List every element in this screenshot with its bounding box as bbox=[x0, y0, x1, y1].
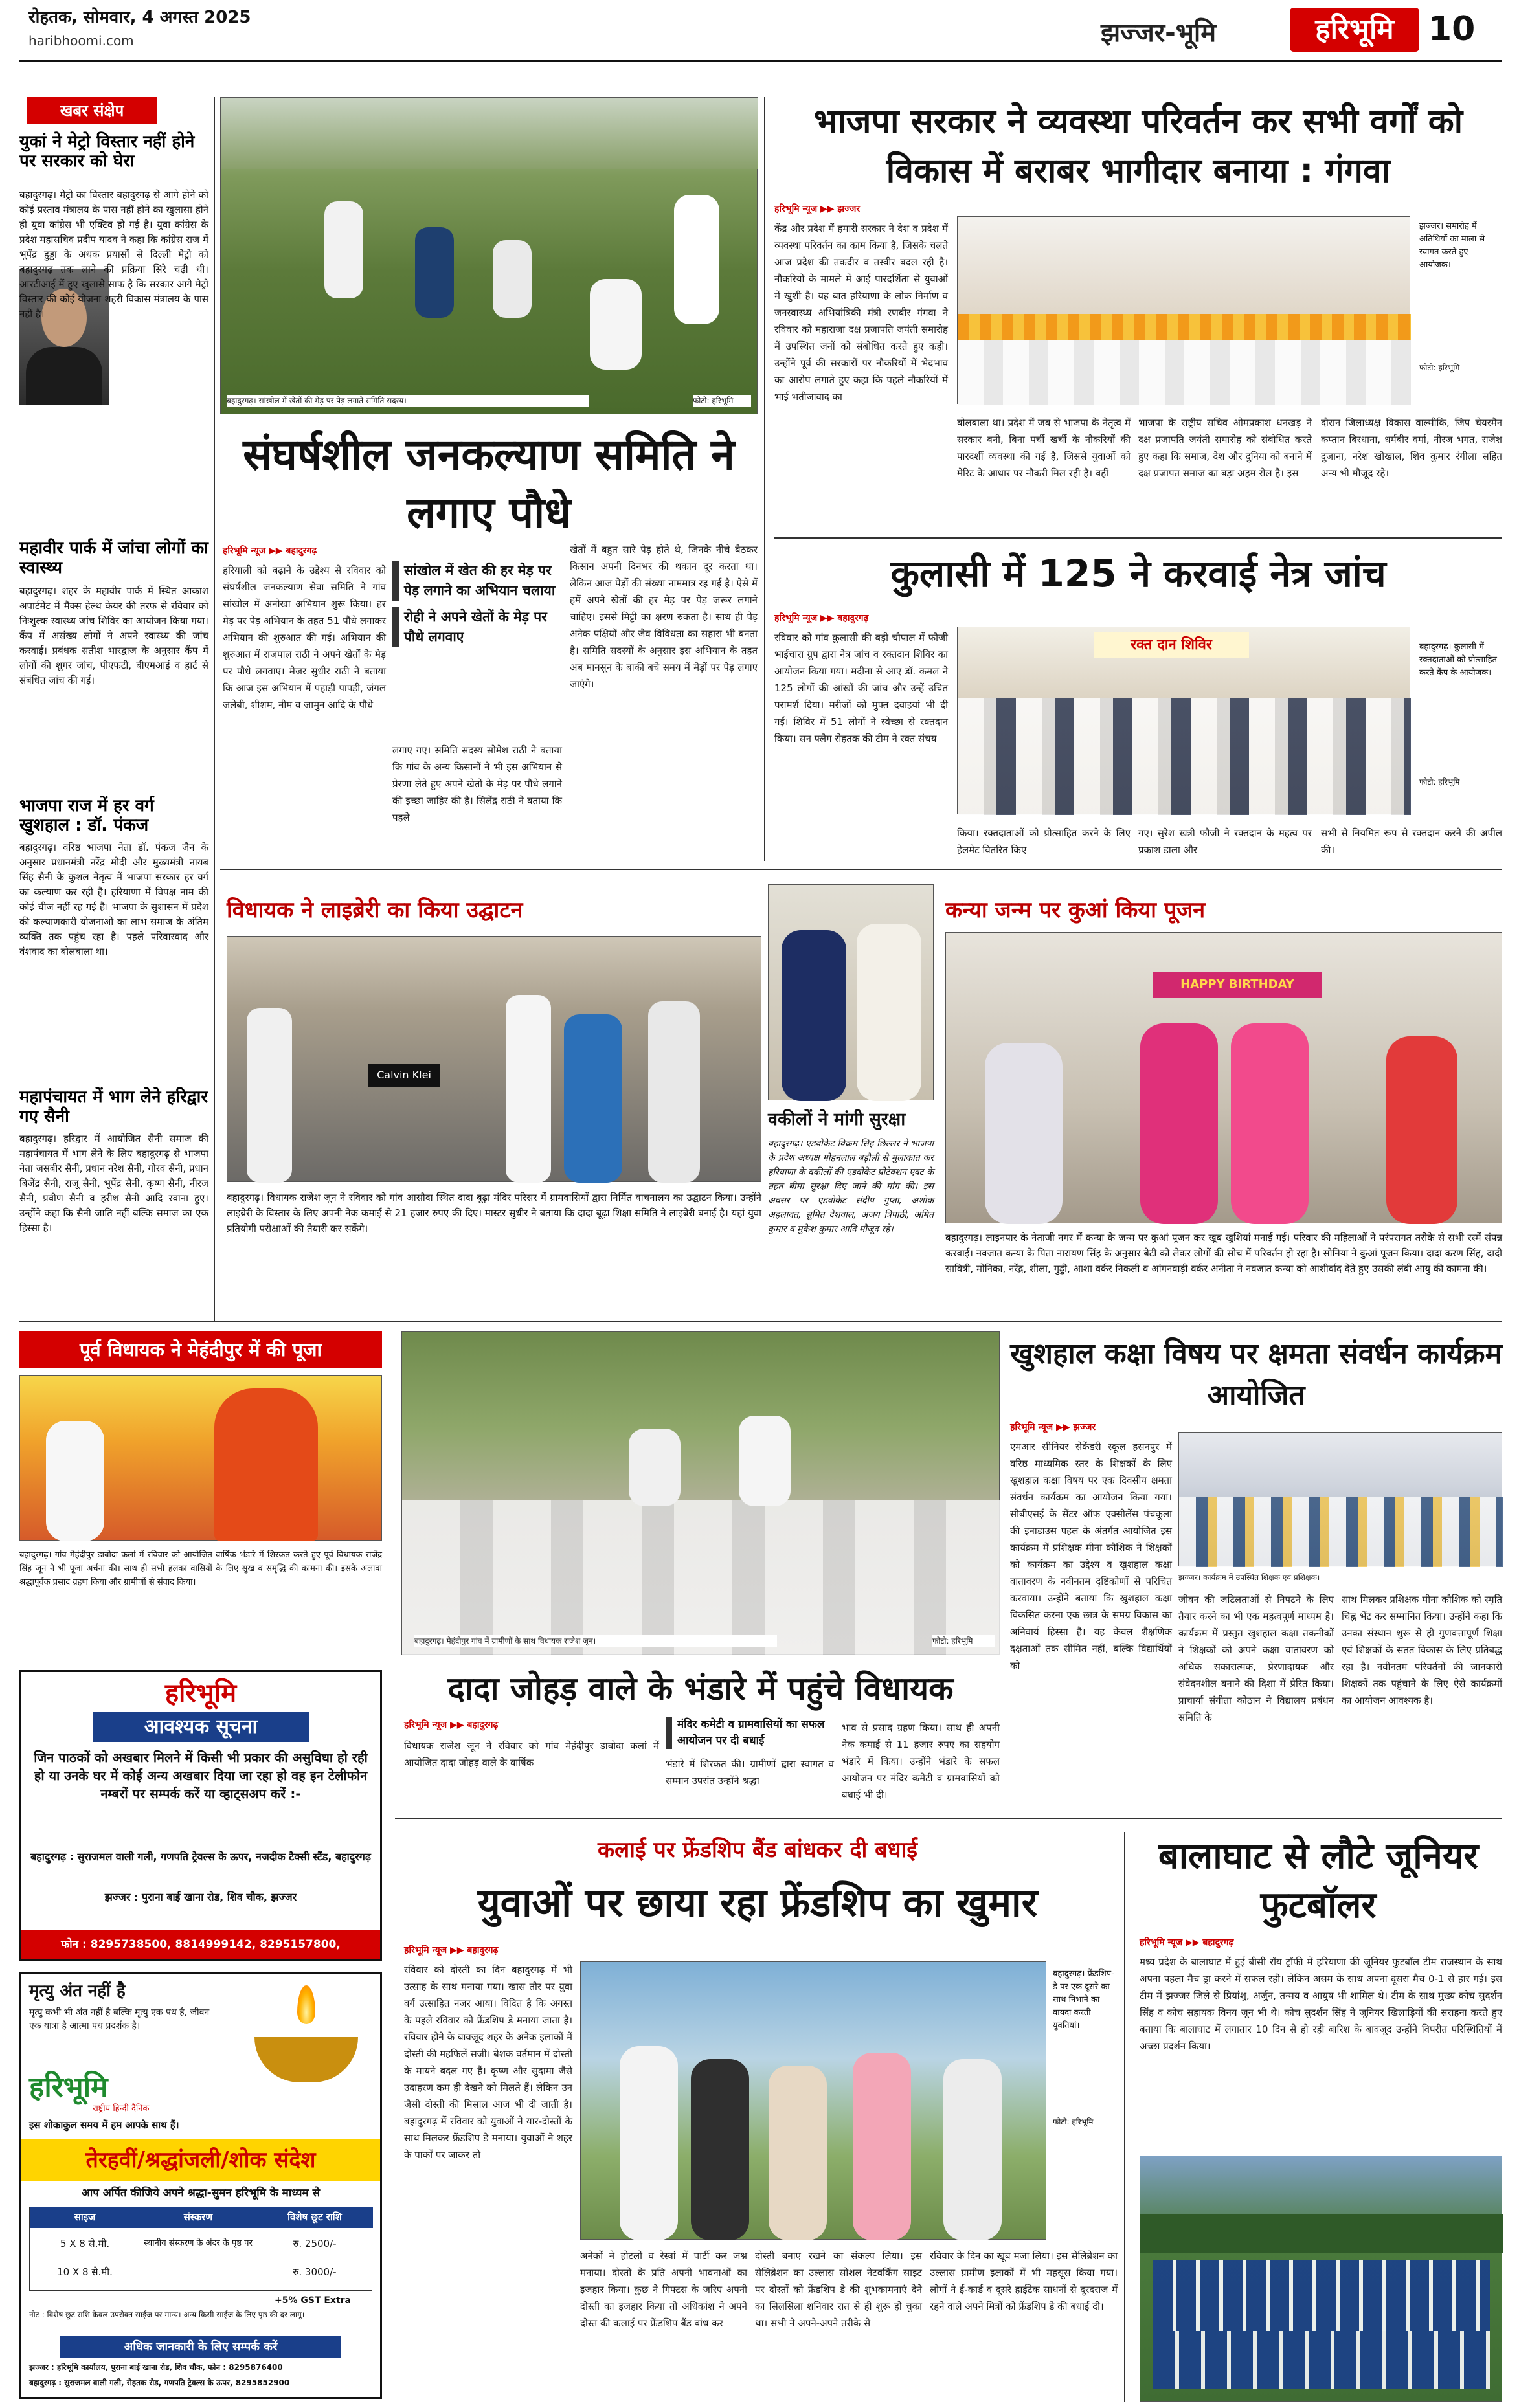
bjp-photo-credit: फोटो: हरिभूमि bbox=[1419, 363, 1460, 372]
puja-caption: बहादुरगढ़। गांव मेहंदीपुर डाबोदा कलां में रविवार को आयोजित वार्षिक भंडारे में शिरकत करते हुए पूर्व विधायक राजेंद्र सिंह जून ने भी पूजा अर्चना की। साथ ही सभी हलका वासियों के लिए सुख व समृद्धि की कामना की। इसके अलावा श्रद्धापूर्वक प्रसाद ग्रहण किया और ग्रामीणों से संवाद किया। bbox=[19, 1550, 382, 1587]
skill-col-3: साथ मिलकर प्रशिक्षक मीना कौशिक को स्मृति चिह्न भेंट कर सम्मानित किया। उन्होंने कहा कि उनका संस्थान शुरू से ही गुणवत्तापूर्ण शिक्षा एवं शिक्षकों के सतत विकास के लिए प्रतिबद्ध रहा है। नवीनतम परिवर्तनों की जानकारी शिक्षकों तक पहुंचाने के लिए ऐसे कार्यक्रमों का आयोजन आवश्यक है। bbox=[1342, 1594, 1502, 1706]
friend-byline: हरिभूमि न्यूज ▶▶ बहादुरगढ़ bbox=[404, 1945, 499, 1956]
bhandara-col-3: भाव से प्रसाद ग्रहण किया। साथ ही अपनी नेक कमाई से 11 हजार रुपए का सहयोग भंडारे में किया। उन्होंने भंडारे के सफल आयोजन पर मंदिर कमेटी व ग्रामवासियों को बधाई भी दी। bbox=[842, 1722, 1000, 1801]
bjp-photo bbox=[957, 216, 1410, 404]
rate-header-edition: संस्करण bbox=[183, 2211, 213, 2223]
website[interactable]: haribhoomi.com bbox=[28, 33, 134, 49]
brief-title-2: महावीर पार्क में जांचा लोगों का स्वास्थ्य bbox=[19, 539, 208, 577]
football-headline: बालाघाट से लौटे जूनियर फुटबॉलर bbox=[1158, 1835, 1479, 1926]
eye-photo bbox=[957, 627, 1410, 814]
bjp-photo-caption: झज्जर। समारोह में अतिथियों का माला से स्वागत करते हुए आयोजक। bbox=[1419, 221, 1485, 270]
puja-headline: पूर्व विधायक ने मेहंदीपुर में की पूजा bbox=[19, 1331, 382, 1368]
bhandara-col-2: भंडारे में शिरकत की। ग्रामीणों द्वारा स्वागत व सम्मान उपरांत उन्होंने श्रद्धा bbox=[666, 1758, 834, 1787]
ad-obit-title: तेरहवीं/श्रद्धांजली/शोक संदेश bbox=[21, 2139, 380, 2181]
brief-text-3: बहादुरगढ़। वरिष्ठ भाजपा नेता डॉ. पंकज जैन के अनुसार प्रधानमंत्री नरेंद्र मोदी और मुख्यमंत्री नायब सिंह सैनी के कुशल नेतृत्व में भाजपा सरकार हर वर्ग का कल्याण कर रही है। हरियाणा में विपक्ष नाम की कोई चीज नहीं रह गई है। भाजपा के सुशासन में प्रदेश की कल्याणकारी योजनाओं का लाभ समाज के अंतिम व्यक्ति तक पहुंच रहा है। पहले परिवारवाद और वंशवाद का बोलबाला था। bbox=[19, 842, 208, 957]
library-caption: बहादुरगढ़। विधायक राजेश जून ने रविवार को गांव आसौदा स्थित दादा बूढ़ा मंदिर परिसर में ग्रामवासियों द्वारा निर्मित वाचनालय का उद्घाटन किया। उन्होंने लाइब्रेरी के विस्तार के लिए अपनी नेक कमाई से 21 हजार रुपए की दिए। मास्टर सुधीर ने बताया कि दादा बूढ़ा शिक्षा समिति ने लाइब्रेरी बनाई है। यहां युवा प्रतियोगी परीक्षाओं की तैयारी कर सकेंगे। bbox=[227, 1192, 761, 1234]
ad-obit-contact-1: झज्जर : हरिभूमि कार्यालय, पुराना बाई खाना रोड, शिव चौक, फोन : 8295876400 bbox=[29, 2363, 283, 2372]
eye-headline: कुलासी में 125 ने करवाई नेत्र जांच bbox=[890, 552, 1386, 596]
well-headline: कन्या जन्म पर कुआं किया पूजन bbox=[945, 897, 1206, 923]
plants-byline: हरिभूमि न्यूज ▶▶ बहादुरगढ़ bbox=[223, 546, 317, 556]
rate-row-1-edition: स्थानीय संस्करण के अंदर के पृष्ठ पर bbox=[144, 2238, 253, 2248]
bjp-byline: हरिभूमि न्यूज ▶▶ झज्जर bbox=[774, 204, 861, 214]
skill-headline: खुशहाल कक्षा विषय पर क्षमता संवर्धन कार्यक्रम आयोजित bbox=[1010, 1337, 1502, 1412]
dateline: रोहतक, सोमवार, 4 अगस्त 2025 bbox=[28, 8, 251, 27]
news-brief-label: खबर संक्षेप bbox=[27, 97, 157, 124]
friend-headline: युवाओं पर छाया रहा फ्रेंडशिप का खुमार bbox=[477, 1880, 1038, 1926]
ad-notice-phones: फोन : 8295738500, 8814999142, 8295157800, 9253681005 bbox=[21, 1930, 380, 1959]
lawyers-photo bbox=[768, 884, 934, 1100]
eye-col-2: किया। रक्तदाताओं को प्रोत्साहित करने के लिए हेलमेट वितरित किए bbox=[957, 827, 1131, 856]
rate-header-size: साइज bbox=[74, 2211, 96, 2223]
rate-header-price: विशेष छूट राशि bbox=[287, 2211, 342, 2223]
ad-notice-title: आवश्यक सूचना bbox=[93, 1712, 309, 1742]
well-banner: HAPPY BIRTHDAY bbox=[1153, 972, 1322, 998]
ad-notice-addr-1: बहादुरगढ़ : सुराजमल वाली गली, गणपति ट्रेवल्स के ऊपर, नजदीक टैक्सी स्टैंड, बहादुरगढ़ bbox=[30, 1851, 371, 1863]
ad-notice-addr-2: झज्जर : पुराना बाई खाना रोड, शिव चौक, झज्जर bbox=[104, 1891, 297, 1903]
plants-headline: संघर्षशील जनकल्याण समिति ने लगाए पौधे bbox=[243, 430, 735, 538]
ad-obit-brand: हरिभूमि bbox=[29, 2071, 108, 2104]
ad-obit-contact-2: बहादुरगढ़ : सुराजमल वाली गली, रोहतक रोड, गणपति ट्रेवल्स के ऊपर, 8295852900 bbox=[29, 2378, 290, 2387]
masthead bbox=[0, 0, 1519, 62]
rate-row-2-size: 10 X 8 से.मी. bbox=[57, 2266, 113, 2278]
rate-row-1-size: 5 X 8 से.मी. bbox=[60, 2238, 110, 2249]
bhandara-photo-credit: फोटो: हरिभूमि bbox=[932, 1635, 995, 1647]
plants-col-3: खेतों में बहुत सारे पेड़ होते थे, जिनके नीचे बैठकर किसान अपनी दिनभर की थकान दूर करता था। लेकिन आज पेड़ों की संख्या नाममात्र रह गई है। ऐसे में हमें अपने खेतों की हर मेड़ पर पेड़ जरूर लगाने चाहिए। इससे मिट्टी का क्षरण रुकता है। साथ ही पेड़ अनेक पक्षियों और जैव विविधता का सहारा भी बनता है। समिति सदस्यों के अनुसार इस अभियान के तहत अब मानसून के बाकी बचे समय में मेड़ों पर पेड़ लगाए जाएंगे। bbox=[570, 544, 758, 690]
friend-photo-caption: बहादुरगढ़। फ्रेंडशिप-डे पर एक दूसरे का साथ निभाने का वायदा करती युवतियां। bbox=[1053, 1969, 1114, 2031]
plants-photo-caption: बहादुरगढ़। सांखोल में खेतों की मेड़ पर पेड़ लगाते समिति सदस्य। bbox=[227, 395, 589, 407]
brand-logo: हरिभूमि bbox=[1290, 8, 1419, 52]
friend-kicker: कलाई पर फ्रेंडशिप बैंड बांधकर दी बधाई bbox=[598, 1837, 917, 1863]
friend-photo bbox=[580, 1961, 1046, 2240]
well-photo bbox=[945, 932, 1502, 1223]
ad-notice-brand: हरिभूमि bbox=[164, 1678, 237, 1708]
plants-photo bbox=[220, 97, 758, 414]
library-headline: विधायक ने लाइब्रेरी का किया उद्घाटन bbox=[227, 897, 523, 923]
ad-obit-note: नोट : विशेष छूट राशि केवल उपरोक्त साईज पर मान्य। अन्य किसी साईज के लिए पृष्ठ की दर लागू। bbox=[29, 2310, 305, 2319]
eye-banner: रक्त दान शिविर bbox=[1094, 632, 1249, 658]
eye-photo-caption: बहादुरगढ़। कुलासी में रक्तदाताओं को प्रोत्साहित करते कैंप के आयोजक। bbox=[1419, 642, 1497, 678]
eye-col-3: गए। सुरेश खत्री फौजी ने रक्तदान के महत्व पर प्रकाश डाला और bbox=[1138, 827, 1312, 856]
skill-col-1: एमआर सीनियर सेकेंडरी स्कूल हसनपुर में वरिष्ठ माध्यमिक स्तर के शिक्षकों के लिए खुशहाल कक्षा विषय पर एक दिवसीय क्षमता संवर्धन कार्यक्रम का आयोजन किया गया। सीबीएसई के सेंटर ऑफ एक्सीलेंस पंचकूला की इनाडाउस पहल के अंतर्गत आयोजित इस कार्यक्रम में प्रशिक्षक मीना कौशिक ने शिक्षकों को कार्यक्रम का उद्देश्य व खुशहाल कक्षा वातावरण के नवीनतम दृष्टिकोणों से परिचित करवाया। उन्होंने बताया कि खुशहाल कक्षा विकसित करना एक छात्र के समग्र विकास का अनिवार्य हिस्सा है। यह केवल शैक्षणिक दक्षताओं तक सीमित नहीं, बल्कि विद्यार्थियों को bbox=[1010, 1441, 1172, 1671]
lawyers-headline: वकीलों ने मांगी सुरक्षा bbox=[768, 1109, 906, 1130]
skill-byline: हरिभूमि न्यूज ▶▶ झज्जर bbox=[1010, 1422, 1096, 1433]
ad-obit-tag-1: मृत्यु अंत नहीं है bbox=[29, 1981, 126, 2001]
friend-col-3: दोस्ती बनाए रखने का संकल्प लिया। इस सेलिब्रेशन का उल्लास सोशल नेटवर्किंग साइट पर दोस्तों को फ्रेंडशिप डे की शुभकामनाएं देने का सिलसिला शनिवार रात से ही शुरू हो चुका था। सभी ने अपने-अपने तरीके से bbox=[755, 2250, 922, 2329]
skill-col-2: जीवन की जटिलताओं से निपटने के लिए तैयार करने का भी एक महत्वपूर्ण माध्यम है। कार्यक्रम में प्रस्तुत खुशहाल कक्षा तकनीकों ने शिक्षकों को अपने कक्षा वातावरण को अधिक सकारात्मक, प्रेरणादायक और संवेदनशील बनाने की दिशा में प्रेरित किया। प्राचार्या संगीता कोठान ने विद्यालय प्रबंधन समिति के bbox=[1178, 1594, 1334, 1723]
friend-col-2: अनेकों ने होटलों व रेस्त्रां में पार्टी कर जश्न मनाया। दोस्तों के प्रति अपनी भावनाओं का इजहार किया। कुछ ने गिफ्टस के जरिए अपनी दोस्ती का इजहार किया तो अधिकांश ने अपने दोस्त की कलाई पर फ्रेंडशिप बैंड बांध कर bbox=[580, 2250, 747, 2329]
brief-title-3: भाजपा राज में हर वर्ग खुशहाल : डॉ. पंकज bbox=[19, 796, 154, 835]
page-number: 10 bbox=[1428, 10, 1476, 49]
brief-text-2: बहादुरगढ़। शहर के महावीर पार्क में स्थित आकाश अपार्टमेंट में मैक्स हेल्थ केयर की तरफ से रविवार को निःशुल्क स्वास्थ्य जांच शिविर का आयोजन किया गया। कैंप में असंख्य लोगों ने अपने स्वास्थ्य की जांच करवाई। प्रबंधक सतीश भारद्वाज के अनुसार कैंप में लोगों की शुगर जांच, पीएफटी, बीएमआई व हार्ट से संबंधित जांच की गई। bbox=[19, 585, 208, 686]
eye-byline: हरिभूमि न्यूज ▶▶ बहादुरगढ़ bbox=[774, 613, 869, 623]
ad-obit-subtitle: आप अर्पित कीजिये अपने श्रद्धा-सुमन हरिभूमि के माध्यम से bbox=[81, 2187, 321, 2200]
eye-col-4: सभी से नियमित रूप से रक्तदान करने की अपील की। bbox=[1321, 827, 1502, 856]
brief-text-4: बहादुरगढ़। हरिद्वार में आयोजित सैनी समाज की महापंचायत में भाग लेने के लिए बहादुरगढ़ से भाजपा नेता जसबीर सैनी, प्रधान नरेश सैनी, गोरव सैनी, प्रधान बिजेंद्र सैनी, राजू सैनी, भूपेंद्र सैनी, कृष्ण सैनी, नीरज सैनी, प्रवीण सैनी व हरीश सैनी आदि रवाना हुए। उन्होंने कहा कि सैनी जाति नहीं बल्कि समाज का एक हिस्सा है। bbox=[19, 1133, 208, 1234]
plants-highlight-1: सांखोल में खेत की हर मेड़ पर पेड़ लगाने का अभियान चलाया bbox=[392, 561, 562, 601]
friend-photo-credit: फोटो: हरिभूमि bbox=[1053, 2117, 1094, 2126]
football-photo bbox=[1140, 2156, 1502, 2402]
eye-photo-credit: फोटो: हरिभूमि bbox=[1419, 777, 1460, 786]
bhandara-photo bbox=[401, 1331, 1000, 1655]
plants-highlight-2: रोही ने अपने खेतों के मेड़ पर पौधे लगवाए bbox=[392, 607, 562, 647]
rate-row-2-price: रु. 3000/- bbox=[293, 2266, 337, 2278]
ad-obit-gst: +5% GST Extra bbox=[274, 2295, 351, 2306]
bjp-col-3: भाजपा के राष्ट्रीय सचिव ओमप्रकाश धनखड़ ने दक्ष प्रजापति जयंती समारोह को संबोधित करते हुए कहा कि समाज, देश और दुनिया को बनाने में दक्ष प्रजापत समाज का बड़ा अहम रोल है। इस bbox=[1138, 417, 1312, 479]
skill-photo-caption: झज्जर। कार्यक्रम में उपस्थित शिक्षक एवं प्रशिक्षक। bbox=[1178, 1572, 1502, 1583]
ad-obit-brand-sub: राष्ट्रीय हिन्दी दैनिक bbox=[93, 2104, 150, 2113]
bhandara-byline: हरिभूमि न्यूज ▶▶ बहादुरगढ़ bbox=[404, 1720, 499, 1730]
brief-title-4: महापंचायत में भाग लेने हरिद्वार गए सैनी bbox=[19, 1087, 208, 1126]
bjp-col-1: केंद्र और प्रदेश में हमारी सरकार ने देश व प्रदेश में व्यवस्था परिवर्तन का काम किया है, जिसके चलते आज प्रदेश की तकदीर व तस्वीर बदल रही है। नौकरियों के मामले में आई पारदर्शिता से युवाओं में खुशी है। यह बात हरियाणा के लोक निर्माण व जनस्वास्थ्य अभियांत्रिकी मंत्री रणबीर गंगवा ने रविवार को महाराजा दक्ष प्रजापति जयंती समारोह में उपस्थित जनों को संबोधित करते हुए कही। उन्होंने पूर्व की सरकारों पर नौकरियों में भेदभाव का आरोप लगाते हुए कहा कि पहले नौकरियों में भाई भतीजावाद का bbox=[774, 223, 948, 403]
plants-col-2: लगाए गए। समिति सदस्य सोमेश राठी ने बताया कि गांव के अन्य किसानों ने भी इस अभियान से प्रेरणा लेते हुए अपने खेतों के मेड़ पर पौधे लगाने की इच्छा जाहिर की है। सिलेंद्र राठी ने बताया कि पहले bbox=[392, 744, 562, 823]
bjp-headline: भाजपा सरकार ने व्यवस्था परिवर्तन कर सभी वर्गों को विकास में बराबर भागीदार बनाया : गंगवा bbox=[813, 102, 1463, 190]
bjp-col-2: बोलबाला था। प्रदेश में जब से भाजपा के नेतृत्व में सरकार बनी, बिना पर्ची खर्ची के नौकरियों की पारदर्शी व्यवस्था की गई है, जिससे युवाओं को मेरिट के आधार पर नौकरी मिल रही है। वहीं bbox=[957, 417, 1131, 479]
rate-row-1-price: रु. 2500/- bbox=[293, 2238, 337, 2249]
library-photo bbox=[227, 936, 761, 1182]
ad-notice bbox=[19, 1670, 382, 1981]
puja-photo bbox=[19, 1375, 382, 1541]
plants-col-1: हरियाली को बढ़ाने के उद्देश्य से रविवार को संघर्षशील जनकल्याण सेवा समिति ने गांव सांखोल में अनोखा अभियान शुरू किया। हर मेड़ पर पेड़ अभियान के तहत 51 पौधे लगाकर अभियान की शुरुआत की गई। अभियान की शुरुआत में राजपाल राठी ने अपने खेतों के मेड़ पर पौधे लगवाए। मेजर सुधीर राठी ने बताया कि आज इस अभियान में पहाड़ी पापड़ी, जंगल जलेबी, शीशम, नीम व जामुन आदि के पौधे bbox=[223, 564, 386, 711]
friend-col-1: रविवार को दोस्ती का दिन बहादुरगढ़ में भी उत्साह के साथ मनाया गया। खास तौर पर युवा वर्ग उत्साहित नजर आया। विदित है कि अगस्त के पहले रविवार को फ्रेंडशिप डे मनाया जाता है। रविवार होने के बावजूद शहर के अनेक इलाकों में दोस्ती की महफिलें सजी। बेशक वर्तमान में दोस्ती के मायने बदल गए हैं। कृष्ण और सुदामा जैसे उदाहरण कम ही देखने को मिलते हैं। लेकिन उन जैसी दोस्ती की मिसाल आज भी दी जाती है। बहादुरगढ़ में रविवार को युवाओं ने यार-दोस्तों के साथ मिलकर फ्रेंडशिप डे मनाया। युवाओं ने शहर के पार्कों पर जाकर तो bbox=[404, 1964, 572, 2161]
bhandara-headline: दादा जोहड़ वाले के भंडारे में पहुंचे विधायक bbox=[447, 1670, 954, 1708]
bhandara-col-1: विधायक राजेश जून ने रविवार को गांव मेहंदीपुर डाबोदा कलां में आयोजित दादा जोहड़ वाले के वार्षिक bbox=[404, 1740, 659, 1768]
brief-title-1: युकां ने मेट्रो विस्तार नहीं होने पर सरकार को घेरा bbox=[19, 132, 195, 171]
ad-obit-rate-table bbox=[29, 2207, 372, 2291]
brief-text-1: बहादुरगढ़। मेट्रो का विस्तार बहादुरगढ़ से आगे होने को कोई प्रस्ताव मंत्रालय के पास नहीं होने का खुलासा होने ही युवा कांग्रेस भी एक्टिव हो गई है। युवा कांग्रेस के प्रदेश महासचिव प्रदीप यादव ने कहा कि कांग्रेस राज में भूपेंद्र हुड्डा के अथक प्रयासों से दिल्ली मेट्रो को बहादुरगढ़ तक लाने की प्रक्रिया सिरे चढ़ी थी। आरटीआई में हुए खुलासे साफ है कि सरकार आगे मेट्रो विस्तार की कोई योजना शहरी विकास मंत्रालय के पास नहीं है। bbox=[19, 189, 208, 320]
ad-obit-line: इस शोकाकुल समय में हम आपके साथ हैं। bbox=[29, 2119, 179, 2131]
section-name: झज्जर-भूमि bbox=[1101, 18, 1217, 48]
friend-col-4: रविवार के दिन का खूब मजा लिया। इस सेलिब्रेशन का उल्लास ग्रामीण इलाकों में भी महसूस किया गया। लोगों ने ई-कार्ड व दूसरे हाईटेक साधनों से दूरदराज में रहने वाले अपने मित्रों को फ्रेंडशिप डे की बधाई दी। bbox=[930, 2250, 1118, 2312]
plants-highlights bbox=[392, 561, 562, 647]
skill-photo bbox=[1178, 1432, 1502, 1566]
bjp-col-4: दौरान जिलाध्यक्ष विकास वाल्मीकि, जिप चेयरमैन कप्तान बिरधाना, धर्मबीर वर्मा, नीरज भगत, राजेश दुजाना, नरेश खोखाल, शिव कुमार रंगीला सहित अन्य भी मौजूद रहे। bbox=[1321, 417, 1502, 479]
eye-col-1: रविवार को गांव कुलासी की बड़ी चौपाल में फौजी भाईचारा ग्रुप द्वारा नेत्र जांच व रक्तदान शिविर का आयोजन किया गया। मदीना से आए डॉ. कमल ने 125 लोगों की आंखों की जांच और उन्हें उचित परामर्श दिया। मरीजों को मुफ्त दवाइयां भी दी गईं। शिविर में 51 लोगों ने स्वेच्छा से रक्तदान किया। सन फ्लैग रोहतक की टीम ने रक्त संचय bbox=[774, 632, 948, 744]
plants-photo-credit: फोटो: हरिभूमि bbox=[693, 395, 751, 407]
bhandara-photo-caption: बहादुरगढ़। मेहंदीपुर गांव में ग्रामीणों के साथ विधायक राजेश जून। bbox=[414, 1635, 777, 1647]
library-tshirt-text: Calvin Klei bbox=[368, 1064, 440, 1087]
well-caption: बहादुरगढ़। लाइनपार के नेताजी नगर में कन्या के जन्म पर कुआं पूजन कर खूब खुशियां मनाई गई। परिवार की महिलाओं ने परंपरागत तरीके से सभी रस्में संपन्न करवाई। नवजात कन्या के पिता नारायण सिंह के अनुसार बेटी को लेकर लोगों की सोच में परिवर्तन हो रहा है। सोनिया ने कुआं पूजन किया। दादा करण सिंह, दादी सावित्री, मोनिका, नरेंद्र, शीला, गुड्डी, आशा वर्कर निकली व आंगनवाड़ी वर्कर अनीता ने नवजात कन्या को आशीर्वाद देते हुए उसकी लंबी आयु की कामना की। bbox=[945, 1232, 1502, 1275]
ad-obit bbox=[19, 1972, 382, 2399]
football-byline: हरिभूमि न्यूज ▶▶ बहादुरगढ़ bbox=[1140, 1937, 1234, 1948]
lawyers-text: बहादुरगढ़। एडवोकेट विक्रम सिंह छिल्लर ने भाजपा के प्रदेश अध्यक्ष मोहनलाल बड़ौली से मुलाकात कर हरियाणा के वकीलों की एडवोकेट प्रोटेक्शन एक्ट के तहत बीमा सुरक्षा दिए जाने की मांग की। इस अवसर पर एडवोकेट संदीप गुप्ता, अशोक अहलावत, सुमित देशवाल, अजय त्रिपाठी, अमित कुमार व मुकेश कुमार आदि मौजूद रहे। bbox=[768, 1139, 934, 1234]
news-brief-column bbox=[19, 97, 208, 1314]
bhandara-highlight: मंदिर कमेटी व ग्रामवासियों का सफल आयोजन पर दी बधाई bbox=[666, 1717, 834, 1749]
diya-lamp-icon bbox=[242, 1985, 371, 2089]
ad-obit-tag-2: मृत्यु कभी भी अंत नहीं है बल्कि मृत्यु एक पथ है, जीवन एक यात्रा है आत्मा पथ प्रदर्शक है। bbox=[29, 2007, 210, 2031]
ad-obit-contact-title: अधिक जानकारी के लिए सम्पर्क करें bbox=[60, 2336, 341, 2358]
ad-notice-text: जिन पाठकों को अखबार मिलने में किसी भी प्रकार की असुविधा हो रही हो या उनके घर में कोई अन्य अखबार दिया जा रहा हो वह इन टेलीफोन नम्बरों पर सम्पर्क करें या व्हाट्सअप करें :- bbox=[34, 1750, 368, 1801]
football-text: मध्य प्रदेश के बालाघाट में हुई बीसी रॉय ट्रॉफी में हरियाणा की जूनियर फुटबॉल टीम राजस्थान के साथ अपना पहला मैच ड्रा करने में सफल रही। लेकिन असम के साथ अपना दूसरा मैच 0-1 से हार गई। इस टीम में झज्जर जिले से प्रियांशु, अर्जुन, तन्मय व आयुष भी शामिल थे। टीम के साथ मुख्य कोच सुदर्शन सिंह व कोच सहायक विनय जून भी थे। कोच सुदर्शन सिंह ने जूनियर खिलाड़ियों की सराहना करते हुए बताया कि बालाघाट में लगातार 10 दिन से हो रही बारिश के बावजूद उन्होंने विपरीत परिस्थितियों में अच्छा प्रदर्शन किया। bbox=[1140, 1956, 1502, 2052]
